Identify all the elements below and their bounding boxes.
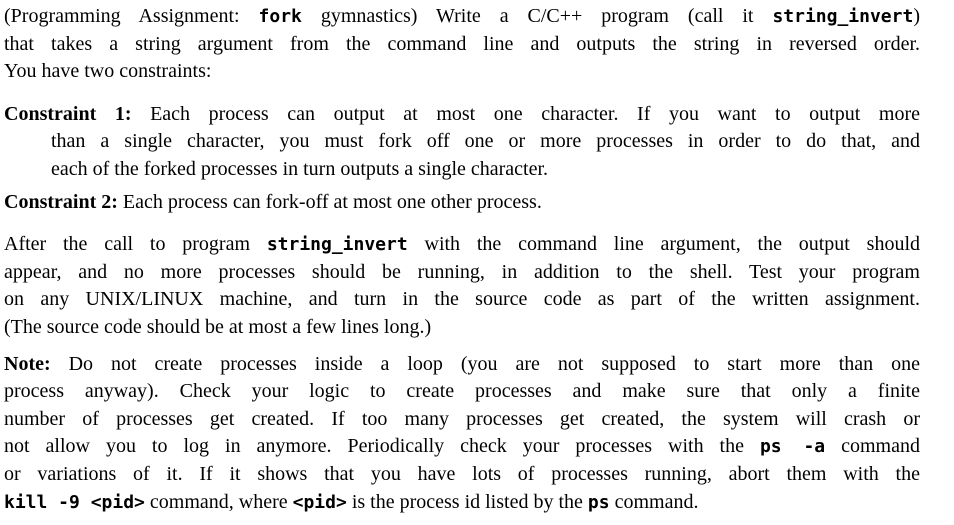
text-line: each of the forked processes in turn outputs a single character. [51, 157, 549, 180]
after-paragraph [4, 231, 920, 341]
constraint-label: Constraint 2: [4, 190, 118, 213]
code-program-name: string_invert [266, 234, 408, 256]
text-line [4, 231, 920, 259]
text-line [4, 189, 920, 217]
intro-paragraph [4, 3, 920, 86]
text-line: process anyway). Check your logic to create processes and make sure that only a finite [4, 380, 920, 403]
constraint-1 [4, 101, 920, 184]
text-span: command, where [144, 490, 293, 513]
code-ps: ps [587, 491, 610, 513]
text-span: command. [609, 490, 699, 513]
code-kill: kill -9 <pid> [4, 491, 145, 513]
note-paragraph [4, 351, 920, 517]
text-span: is the process id listed by the [346, 490, 588, 513]
text-span: After the call to program [4, 233, 267, 256]
text-line: (The source code should be at most a few lines long.) [4, 315, 432, 338]
text-line: that takes a string argument from the command line and outputs the string in reversed order. [4, 32, 920, 55]
code-fork: fork [258, 6, 302, 27]
text-span: not allow you to log in anymore. Periodically check your processes with the [4, 435, 760, 458]
text-line [4, 489, 920, 517]
text-span: ) [913, 5, 920, 27]
text-line: You have two constraints: [4, 60, 212, 83]
text-line: on any UNIX/LINUX machine, and turn in the source code as part of the written assignment. [4, 288, 920, 311]
text-line: or variations of it. If it shows that you have lots of processes running, abort them with the [4, 462, 920, 485]
text-line [4, 433, 920, 461]
text-span: command [825, 435, 920, 458]
constraint-2 [4, 189, 920, 217]
assignment-document [4, 3, 920, 516]
text-line [4, 351, 920, 379]
note-label: Note: [4, 352, 51, 375]
text-line: appear, and no more processes should be running, in addition to the shell. Test your program [4, 260, 920, 283]
text-span: with the command line argument, the output should [407, 233, 920, 256]
text-span: Each process can output at most one character. If you want to output more [131, 102, 920, 125]
code-ps-a: ps -a [759, 436, 826, 458]
constraint-label: Constraint 1: [4, 102, 132, 125]
code-program-name: string_invert [772, 6, 914, 27]
code-pid: <pid> [292, 491, 347, 513]
text-line [4, 3, 920, 31]
text-span: (Programming Assignment: [4, 5, 259, 27]
text-line: than a single character, you must fork off one or more processes in order to do that, and [51, 130, 920, 153]
text-line [4, 101, 920, 129]
text-span: Do not create processes inside a loop (you are not supposed to start more than one [50, 352, 920, 375]
text-line: number of processes get created. If too many processes get created, the system will crash or [4, 407, 920, 430]
text-span: Each process can fork-off at most one other process. [117, 190, 542, 213]
text-span: gymnastics) Write a C/C++ program (call it [301, 5, 773, 27]
